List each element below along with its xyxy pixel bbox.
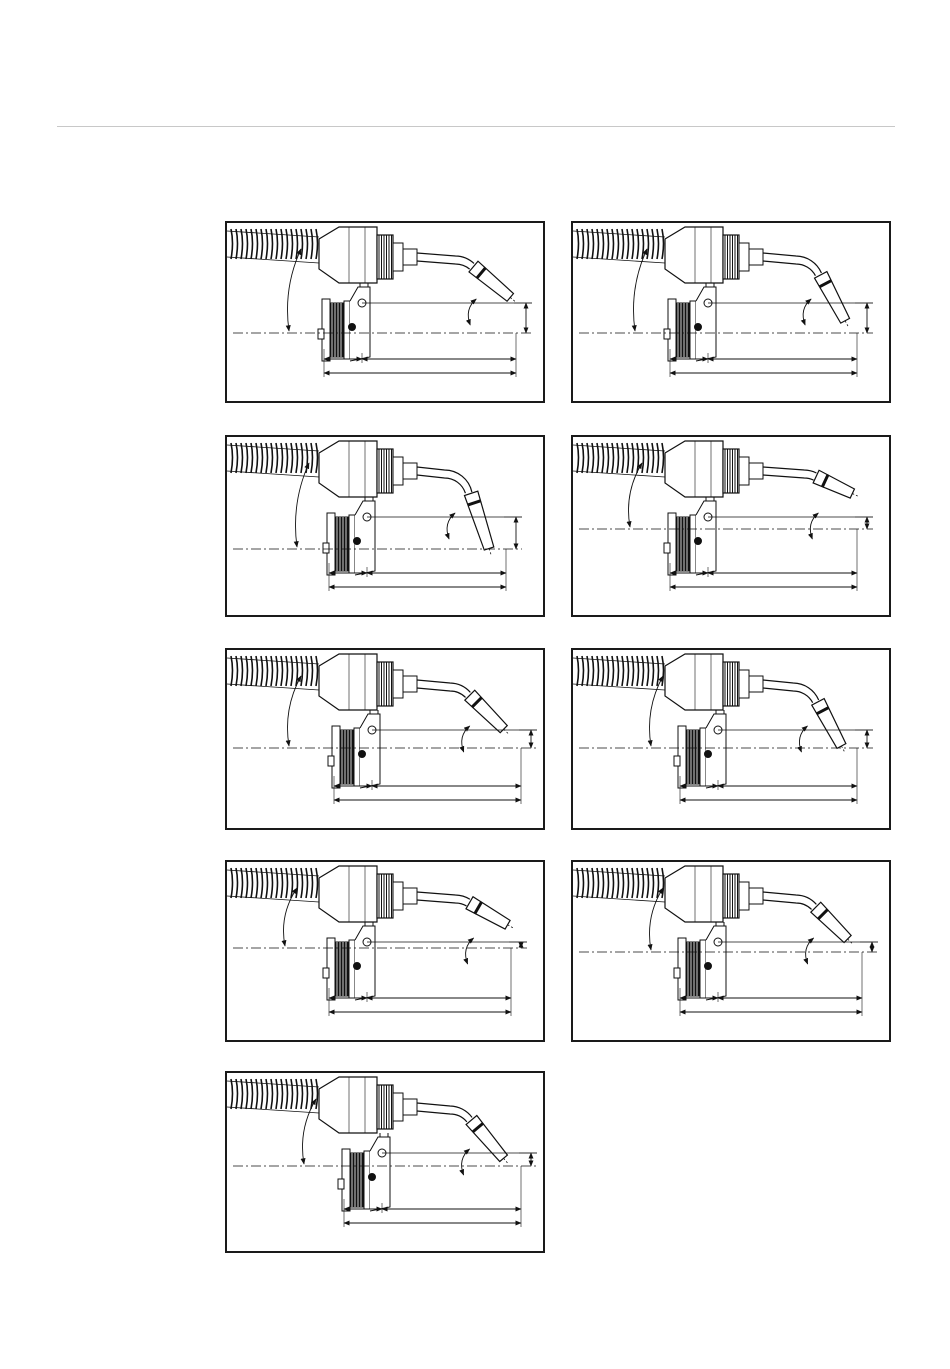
hose-spiral — [573, 868, 665, 902]
neck-connector — [403, 676, 417, 692]
coupling-nut — [393, 457, 403, 485]
gas-nozzle — [811, 902, 852, 943]
torch-assembly — [573, 866, 878, 1016]
figure-panel-6 — [571, 648, 891, 830]
locking-screw — [695, 538, 702, 545]
torch-handle — [665, 227, 763, 283]
neck-connector — [749, 463, 763, 479]
torch-assembly — [227, 227, 532, 377]
torch-handle — [665, 441, 763, 497]
gas-nozzle — [469, 261, 515, 301]
swan-neck — [417, 892, 470, 906]
torch-handle — [319, 227, 417, 283]
mounting-bracket — [338, 1133, 390, 1211]
gas-nozzle — [812, 699, 846, 752]
torch-assembly — [227, 1077, 537, 1227]
locking-screw — [349, 324, 356, 331]
hose-spiral — [227, 656, 319, 690]
mounting-bracket — [318, 283, 370, 361]
torch-assembly — [573, 654, 873, 804]
torch-assembly — [573, 441, 873, 591]
swan-neck — [417, 467, 472, 493]
hose-spiral — [227, 229, 319, 263]
torch-assembly — [227, 654, 537, 804]
torch-drawing — [227, 1073, 543, 1251]
mounting-bracket — [664, 283, 716, 361]
torch-handle — [319, 1077, 417, 1133]
torch-handle — [665, 866, 763, 922]
mounting-bracket — [674, 922, 726, 1000]
mounting-bracket — [328, 710, 380, 788]
tilt-angle-arrow — [288, 676, 302, 746]
neck-connector — [403, 888, 417, 904]
locking-screw — [705, 751, 712, 758]
locking-screw — [369, 1174, 376, 1181]
neck-connector — [403, 1099, 417, 1115]
coupling-nut — [393, 1093, 403, 1121]
figure-panel-3 — [225, 435, 545, 617]
neck-connector — [749, 888, 763, 904]
gas-nozzle — [813, 470, 858, 498]
torch-drawing — [227, 650, 543, 828]
figure-panel-5 — [225, 648, 545, 830]
neck-connector — [403, 249, 417, 265]
torch-drawing — [227, 437, 543, 615]
figure-panel-2 — [571, 221, 891, 403]
torch-drawing — [227, 862, 543, 1040]
torch-drawing — [573, 650, 889, 828]
mounting-bracket — [323, 497, 375, 575]
gas-nozzle — [465, 690, 508, 733]
locking-screw — [354, 963, 361, 970]
gas-nozzle — [466, 897, 513, 929]
torch-assembly — [573, 227, 873, 377]
figure-panel-1 — [225, 221, 545, 403]
torch-assembly — [227, 441, 522, 591]
hose-spiral — [573, 656, 665, 690]
gas-nozzle — [466, 1116, 507, 1163]
hose-spiral — [227, 868, 319, 902]
tilt-angle-arrow — [303, 1099, 317, 1164]
swan-neck — [417, 680, 470, 697]
coupling-nut — [739, 243, 749, 271]
swan-neck — [763, 467, 816, 480]
hose-spiral — [573, 229, 665, 263]
tilt-angle-arrow — [650, 676, 664, 746]
swan-neck — [763, 253, 821, 276]
coupling-nut — [739, 882, 749, 910]
swan-neck — [763, 680, 819, 703]
figure-panel-7 — [225, 860, 545, 1042]
mounting-bracket — [664, 497, 716, 575]
locking-screw — [695, 324, 702, 331]
locking-screw — [705, 963, 712, 970]
mounting-bracket — [323, 922, 375, 1000]
figure-panel-9 — [225, 1071, 545, 1253]
swan-neck — [417, 253, 474, 269]
header-rule — [57, 126, 895, 127]
torch-handle — [665, 654, 763, 710]
gas-nozzle — [464, 491, 493, 554]
swan-neck — [763, 892, 816, 909]
torch-drawing — [573, 862, 889, 1040]
mounting-bracket — [674, 710, 726, 788]
torch-drawing — [227, 223, 543, 401]
torch-handle — [319, 654, 417, 710]
figure-panel-4 — [571, 435, 891, 617]
hose-spiral — [573, 443, 665, 477]
coupling-nut — [739, 457, 749, 485]
swan-neck — [417, 1103, 472, 1122]
torch-handle — [319, 441, 417, 497]
tilt-angle-arrow — [629, 463, 643, 527]
coupling-nut — [393, 670, 403, 698]
locking-screw — [359, 751, 366, 758]
coupling-nut — [393, 882, 403, 910]
hose-spiral — [227, 1079, 319, 1113]
neck-connector — [749, 249, 763, 265]
coupling-nut — [739, 670, 749, 698]
torch-handle — [319, 866, 417, 922]
torch-drawing — [573, 223, 889, 401]
torch-assembly — [227, 866, 527, 1016]
neck-connector — [403, 463, 417, 479]
figure-panel-8 — [571, 860, 891, 1042]
coupling-nut — [393, 243, 403, 271]
locking-screw — [354, 538, 361, 545]
torch-drawing — [573, 437, 889, 615]
neck-connector — [749, 676, 763, 692]
gas-nozzle — [815, 272, 850, 326]
